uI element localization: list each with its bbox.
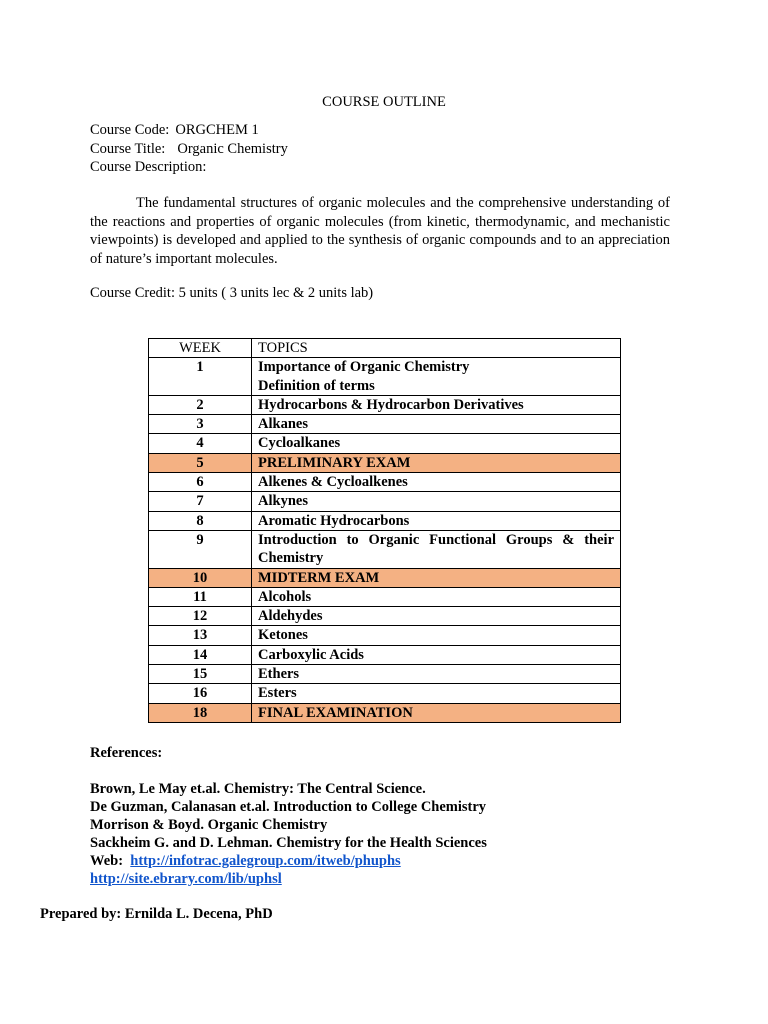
table-row: [149, 492, 621, 511]
course-description-text: The fundamental structures of organic molecules and the comprehensive understanding of the reactions and properties of organic molecules (from kinetic, thermodynamic, and mechanistic viewpoints) is developed and applied to the synthesis of organic compounds and to an appreciation of nature’s important molecules.: [90, 195, 670, 267]
table-row: [149, 703, 621, 722]
topic-cell: [252, 511, 621, 530]
topic-text: Importance of Organic Chemistry: [258, 359, 470, 376]
topic-cell: [252, 530, 621, 568]
topic-cell: [252, 626, 621, 645]
topic-text: MIDTERM EXAM: [258, 569, 380, 586]
topic-text: Aromatic Hydrocarbons: [258, 512, 410, 529]
topics-table: [148, 338, 621, 723]
table-row: [149, 607, 621, 626]
web-link-ebrary[interactable]: http://site.ebrary.com/lib/uphsl: [90, 871, 282, 887]
week-cell: 12: [149, 607, 252, 626]
table-header-row: [149, 339, 621, 358]
topic-text: Alcohols: [258, 588, 312, 605]
prepared-by: Prepared by: Ernilda L. Decena, PhD: [40, 906, 273, 922]
topic-cell: [252, 492, 621, 511]
topics-table-body: [149, 358, 621, 723]
topic-cell: [252, 434, 621, 453]
topic-cell: [252, 645, 621, 664]
topic-text: Carboxylic Acids: [258, 646, 364, 663]
topic-text: Hydrocarbons & Hydrocarbon Derivatives: [258, 396, 524, 413]
topic-text: FINAL EXAMINATION: [258, 704, 413, 721]
topic-cell: [252, 358, 621, 396]
topic-cell: [252, 473, 621, 492]
week-cell: 4: [149, 434, 252, 453]
week-cell: 9: [149, 530, 252, 568]
topic-text: Ethers: [258, 666, 300, 683]
table-row: [149, 358, 621, 396]
week-cell: 2: [149, 395, 252, 414]
topic-text: Aldehydes: [258, 608, 323, 625]
topics-header: TOPICS: [252, 339, 621, 358]
table-row: [149, 626, 621, 645]
week-cell: 5: [149, 453, 252, 472]
week-cell: 18: [149, 703, 252, 722]
references-heading: References:: [90, 745, 163, 761]
week-cell: 15: [149, 665, 252, 684]
course-code-row: [90, 121, 259, 139]
reference-item: Brown, Le May et.al. Chemistry: The Central Science.: [90, 781, 426, 797]
topic-cell: [252, 568, 621, 587]
table-row: [149, 645, 621, 664]
week-cell: 16: [149, 684, 252, 703]
web-link-infotrac[interactable]: http://infotrac.galegroup.com/itweb/phuphs: [130, 853, 401, 869]
topic-text-secondary: Definition of terms: [258, 377, 375, 394]
week-cell: 10: [149, 568, 252, 587]
table-row: [149, 434, 621, 453]
topic-cell: [252, 587, 621, 606]
course-description: [90, 194, 670, 268]
table-row: [149, 395, 621, 414]
week-cell: 6: [149, 473, 252, 492]
week-header: WEEK: [149, 339, 252, 358]
web-label: Web:: [90, 853, 124, 869]
course-description-label: Course Description:: [90, 159, 207, 175]
topic-cell: [252, 607, 621, 626]
course-title-value: Organic Chemistry: [177, 141, 288, 157]
reference-item: Morrison & Boyd. Organic Chemistry: [90, 817, 328, 833]
topic-text: Alkynes: [258, 493, 308, 510]
week-cell: 7: [149, 492, 252, 511]
topic-cell: [252, 453, 621, 472]
week-cell: 1: [149, 358, 252, 396]
course-code-value: ORGCHEM 1: [175, 122, 259, 138]
table-row: [149, 684, 621, 703]
reference-item: Sackheim G. and D. Lehman. Chemistry for the Health Sciences: [90, 835, 487, 851]
web-row: [90, 852, 401, 870]
topic-text: PRELIMINARY EXAM: [258, 454, 411, 471]
week-cell: 11: [149, 587, 252, 606]
course-code-label: Course Code:: [90, 122, 170, 138]
table-row: [149, 587, 621, 606]
topic-cell: [252, 665, 621, 684]
week-cell: 13: [149, 626, 252, 645]
topic-cell: [252, 395, 621, 414]
topic-cell: [252, 684, 621, 703]
table-row: [149, 530, 621, 568]
table-row: [149, 473, 621, 492]
topic-cell: [252, 415, 621, 434]
table-row: [149, 568, 621, 587]
topic-text: Cycloalkanes: [258, 435, 341, 452]
week-cell: 3: [149, 415, 252, 434]
course-credit: Course Credit: 5 units ( 3 units lec & 2 units lab): [90, 285, 374, 301]
topic-text: Alkenes & Cycloalkenes: [258, 474, 408, 491]
course-title-label: Course Title:: [90, 141, 166, 157]
topic-text: Esters: [258, 685, 297, 702]
web-row-2: [90, 870, 282, 888]
topic-text: Introduction to Organic Functional Groups & their Chemistry: [258, 531, 614, 567]
table-row: [149, 665, 621, 684]
reference-item: De Guzman, Calanasan et.al. Introduction to College Chemistry: [90, 799, 487, 815]
topic-text: Ketones: [258, 627, 308, 644]
table-row: [149, 415, 621, 434]
page-title: COURSE OUTLINE: [322, 94, 446, 110]
topic-text: Alkanes: [258, 416, 308, 433]
week-cell: 14: [149, 645, 252, 664]
course-title-row: [90, 140, 288, 158]
table-row: [149, 511, 621, 530]
table-row: [149, 453, 621, 472]
week-cell: 8: [149, 511, 252, 530]
topic-cell: [252, 703, 621, 722]
